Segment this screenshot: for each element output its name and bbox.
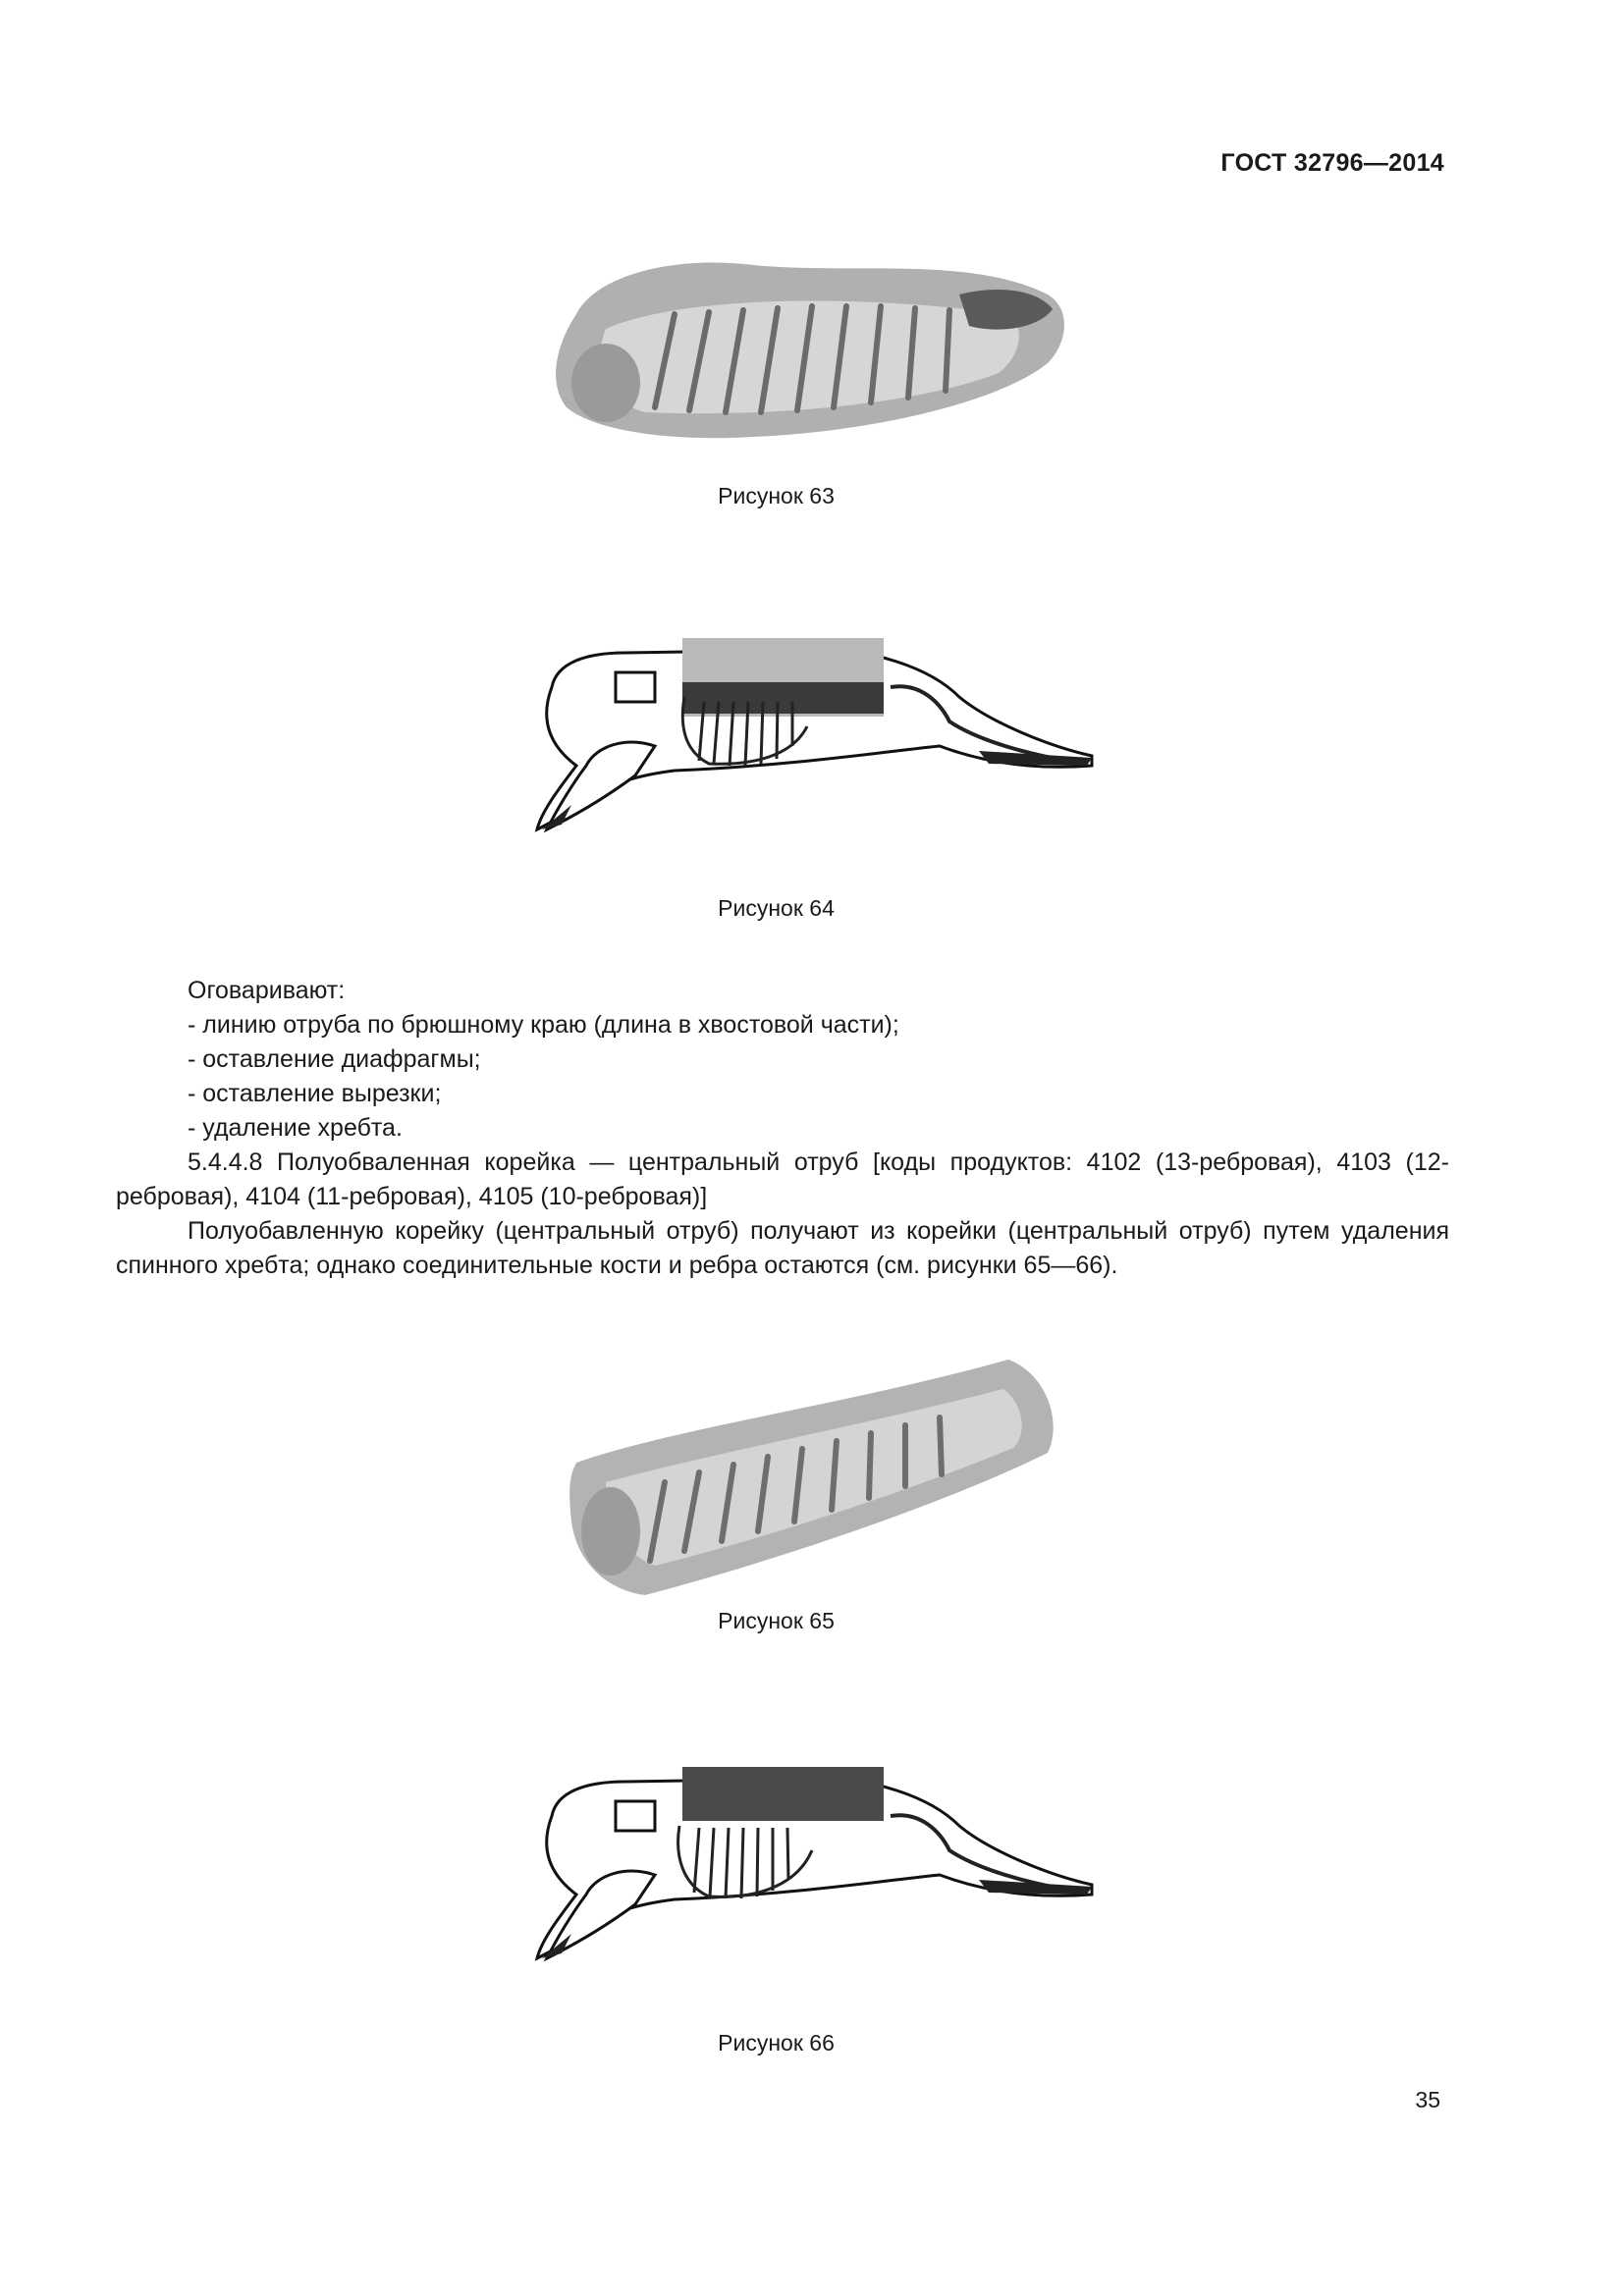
figure-63 bbox=[0, 236, 1624, 452]
page-number: 35 bbox=[1415, 2087, 1440, 2112]
figure-65-loin-image bbox=[557, 1345, 1067, 1610]
document-standard-number: ГОСТ 32796—2014 bbox=[1220, 149, 1444, 177]
body-paragraph: Полуобавленную корейку (центральный отруб) получают из корейки (центральный отруб) путем удаления спинного хребта; однако соединительные кости и ребра остаются (см. рисунки 65—66). bbox=[116, 1217, 1449, 1279]
figure-66 bbox=[0, 1757, 1624, 1973]
list-item: - линию отруба по брюшному краю (длина в хвостовой части); bbox=[188, 1011, 899, 1039]
list-item: - оставление вырезки; bbox=[188, 1080, 442, 1107]
list-item: - удаление хребта. bbox=[188, 1114, 403, 1142]
figure-66-carcass-diagram bbox=[517, 1757, 1107, 1973]
figure-65 bbox=[0, 1345, 1624, 1610]
figure-63-caption: Рисунок 63 bbox=[718, 483, 835, 508]
figure-64-carcass-diagram bbox=[517, 628, 1107, 844]
list-lead: Оговаривают: bbox=[188, 977, 346, 1004]
section-heading: 5.4.4.8 Полуобваленная корейка — центральный отруб [коды продуктов: 4102 (13-ребровая), 4103 (12-ребровая), 4104 (11-ребровая), 4105 (10-ребровая)] bbox=[116, 1148, 1449, 1210]
figure-65-caption: Рисунок 65 bbox=[718, 1608, 835, 1633]
figure-63-loin-image bbox=[537, 236, 1087, 452]
list-item: - оставление диафрагмы; bbox=[188, 1045, 481, 1073]
figure-64 bbox=[0, 628, 1624, 844]
figure-64-caption: Рисунок 64 bbox=[718, 895, 835, 921]
text-block bbox=[116, 974, 1449, 1283]
figure-66-caption: Рисунок 66 bbox=[718, 2030, 835, 2056]
